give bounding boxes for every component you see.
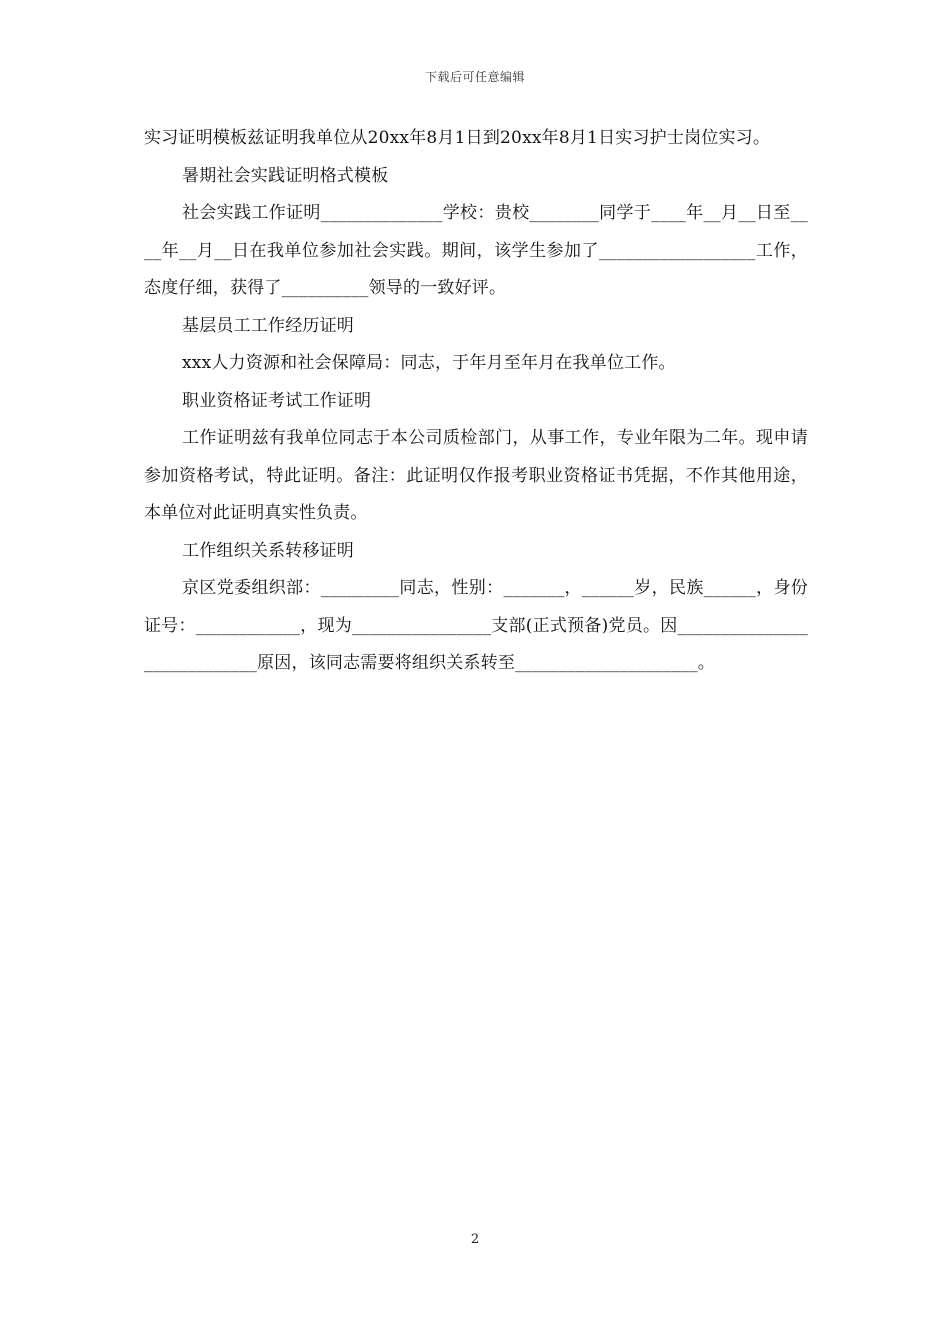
paragraph-organization-transfer: 京区党委组织部：_________同志，性别：_______，______岁，民族______，身份证号：____________，现为________________支部(正式预备)党员。因____________________________原因，该同志需要将组织关系转至_____________________。 bbox=[144, 578, 808, 673]
paragraph-employee-experience: xxx人力资源和社会保障局：同志，于年月至年月在我单位工作。 bbox=[182, 353, 676, 373]
heading-employee-experience: 基层员工工作经历证明 bbox=[182, 315, 354, 336]
paragraph-internship-certificate: 实习证明模板兹证明我单位从20xx年8月1日到20xx年8月1日实习护士岗位实习。 bbox=[144, 128, 771, 148]
heading-organization-transfer: 工作组织关系转移证明 bbox=[182, 540, 354, 561]
page-number: 2 bbox=[470, 1232, 480, 1247]
header-note: 下载后可任意编辑 bbox=[424, 70, 525, 84]
paragraph-social-practice: 社会实践工作证明______________学校：贵校________同学于____年__月__日至____年__月__日在我单位参加社会实践。期间，该学生参加了__________________工作，态度仔细，获得了__________领导的一致好评。 bbox=[144, 203, 808, 298]
heading-summer-practice: 暑期社会实践证明格式模板 bbox=[182, 165, 389, 186]
heading-qualification-exam: 职业资格证考试工作证明 bbox=[182, 390, 372, 411]
document-body bbox=[144, 120, 808, 683]
paragraph-qualification-exam: 工作证明兹有我单位同志于本公司质检部门，从事工作，专业年限为二年。现申请参加资格考试，特此证明。备注：此证明仅作报考职业资格证书凭据，不作其他用途，本单位对此证明真实性负责。 bbox=[144, 428, 808, 523]
